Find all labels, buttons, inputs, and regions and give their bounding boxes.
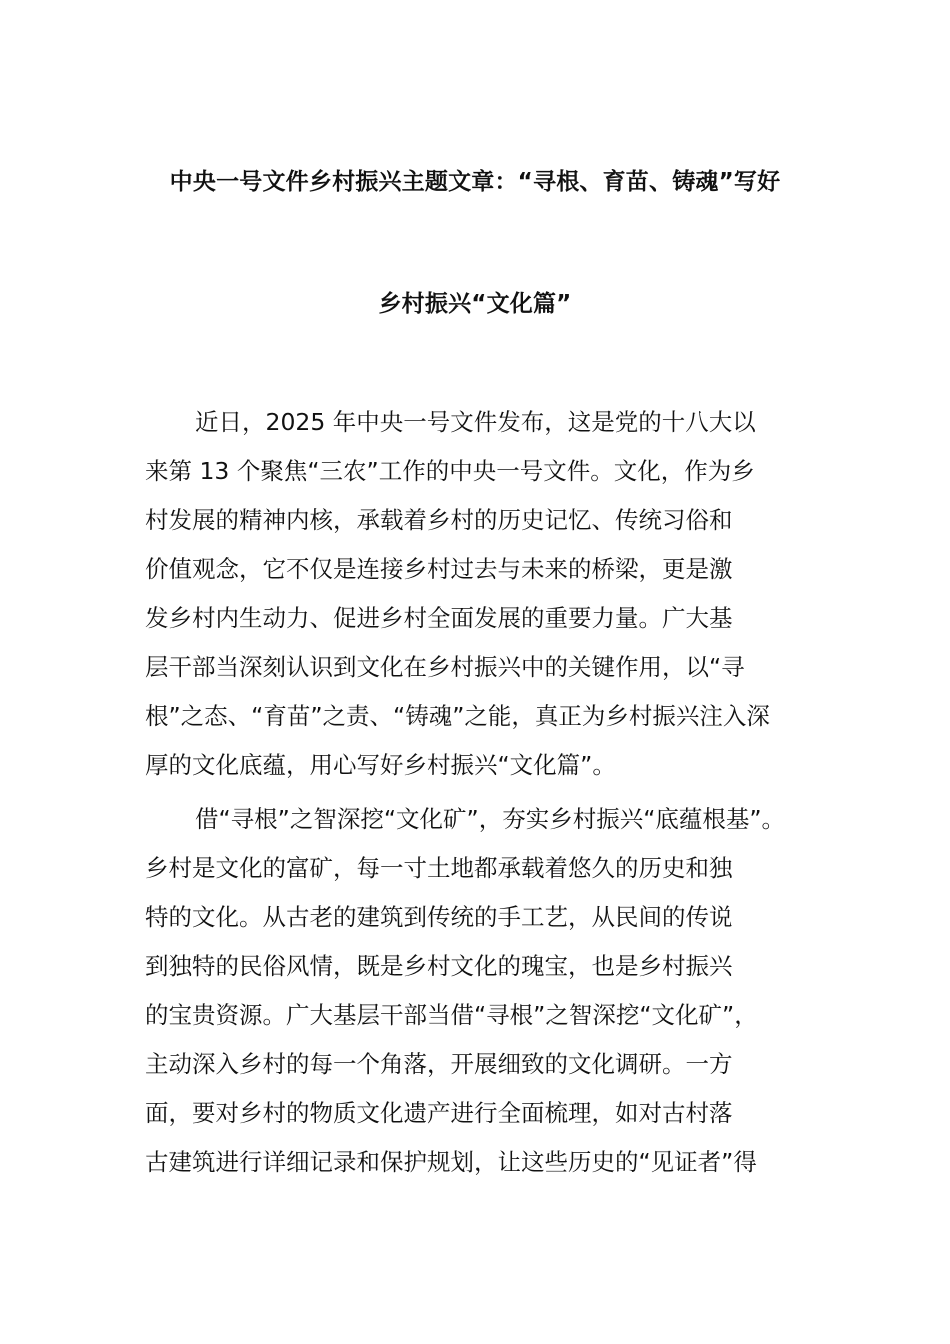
paragraph-2-line: 特的文化。从古老的建筑到传统的手工艺，从民间的传说	[145, 903, 733, 931]
paragraph-1-line: 根”之态、“育苗”之责、“铸魂”之能，真正为乡村振兴注入深	[145, 702, 770, 730]
paragraph-2-line: 到独特的民俗风情，既是乡村文化的瑰宝，也是乡村振兴	[145, 952, 733, 980]
paragraph-1-line: 近日，2025 年中央一号文件发布，这是党的十八大以	[195, 408, 756, 436]
paragraph-2-line: 古建筑进行详细记录和保护规划，让这些历史的“见证者”得	[145, 1148, 757, 1176]
document-title-line-1: 中央一号文件乡村振兴主题文章：“寻根、育苗、铸魂”写好	[169, 169, 781, 195]
paragraph-1-line: 发乡村内生动力、促进乡村全面发展的重要力量。广大基	[145, 604, 733, 632]
document-title-line-2: 乡村振兴“文化篇”	[378, 291, 572, 317]
paragraph-2-line: 主动深入乡村的每一个角落，开展细致的文化调研。一方	[145, 1050, 733, 1078]
paragraph-2-line: 乡村是文化的富矿，每一寸土地都承载着悠久的历史和独	[145, 854, 733, 882]
paragraph-1-line: 层干部当深刻认识到文化在乡村振兴中的关键作用，以“寻	[145, 653, 745, 681]
paragraph-2-line: 的宝贵资源。广大基层干部当借“寻根”之智深挖“文化矿”，	[145, 1001, 758, 1029]
paragraph-2-line: 面，要对乡村的物质文化遗产进行全面梳理，如对古村落	[145, 1099, 733, 1127]
paragraph-1-line: 价值观念，它不仅是连接乡村过去与未来的桥梁，更是激	[145, 555, 733, 583]
paragraph-2-line: 借“寻根”之智深挖“文化矿”，夯实乡村振兴“底蕴根基”。	[195, 805, 786, 833]
paragraph-1-line: 厚的文化底蕴，用心写好乡村振兴“文化篇”。	[145, 751, 616, 779]
paragraph-1-line: 村发展的精神内核，承载着乡村的历史记忆、传统习俗和	[145, 506, 733, 534]
paragraph-1-line: 来第 13 个聚焦“三农”工作的中央一号文件。文化，作为乡	[145, 457, 755, 485]
